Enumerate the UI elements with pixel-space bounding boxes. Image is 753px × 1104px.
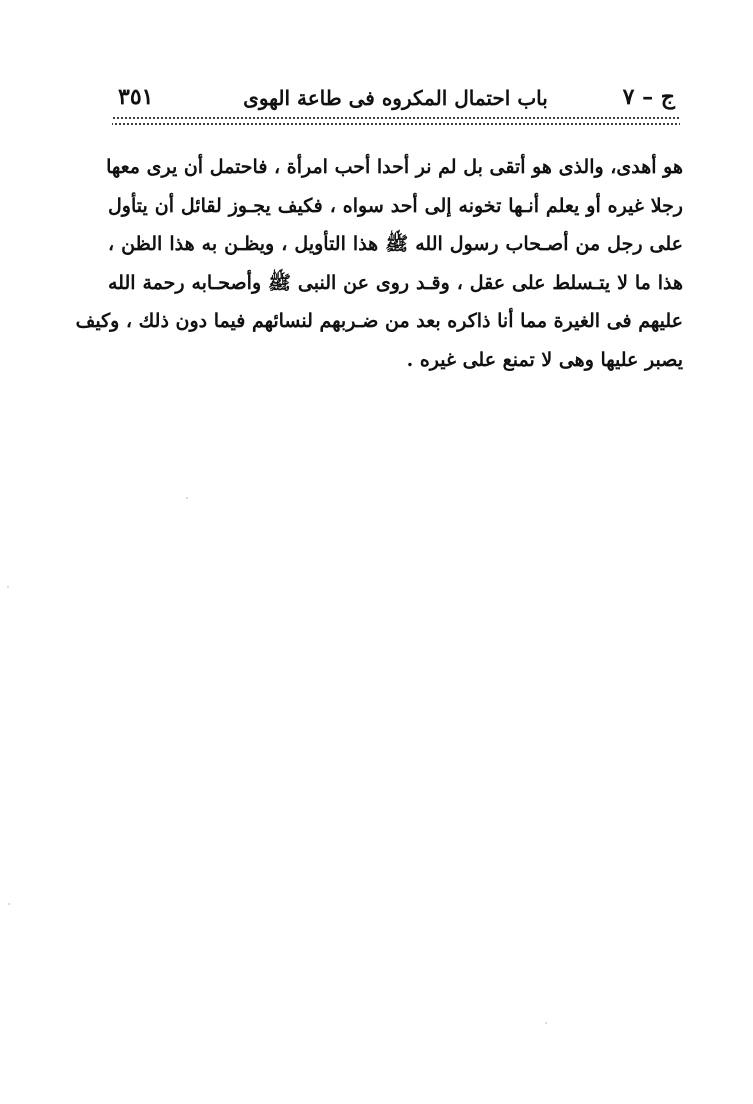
text-line: هو أهدى، والذى هو أتقى بل لم نر أحدا أحب امرأة ، فاحتمل أن يرى معها bbox=[106, 156, 683, 178]
decorative-dotted-rule bbox=[112, 115, 680, 129]
volume-label: ج – ٧ bbox=[622, 84, 675, 110]
body-paragraph bbox=[75, 148, 683, 379]
text-line: على رجل من أصـحاب رسول الله ﷺ هذا التأويل ، ويظـن به هذا الظن ، bbox=[108, 233, 683, 255]
page-number: ٣٥١ bbox=[118, 84, 154, 110]
scan-speck bbox=[186, 497, 188, 499]
running-header bbox=[108, 82, 683, 114]
chapter-title: باب احتمال المكروه فى طاعة الهوى bbox=[243, 86, 548, 110]
scan-speck bbox=[8, 903, 10, 905]
scan-speck bbox=[7, 586, 9, 588]
text-line: يصبر عليها وهى لا تمنع على غيره . bbox=[406, 348, 683, 371]
text-line: رجلا غيره أو يعلم أنـها تخونه إلى أحد سواه ، فكيف يجـوز لقائل أن يتأول bbox=[108, 194, 683, 217]
text-line: هذا ما لا يتـسلط على عقل ، وقـد روى عن النبى ﷺ وأصحـابه رحمة الله bbox=[108, 271, 683, 294]
text-line: عليهم فى الغيرة مما أنا ذاكره بعد من ضـربهم لنسائهم فيما دون ذلك ، وكيف bbox=[75, 310, 683, 332]
scan-speck bbox=[545, 1022, 547, 1024]
